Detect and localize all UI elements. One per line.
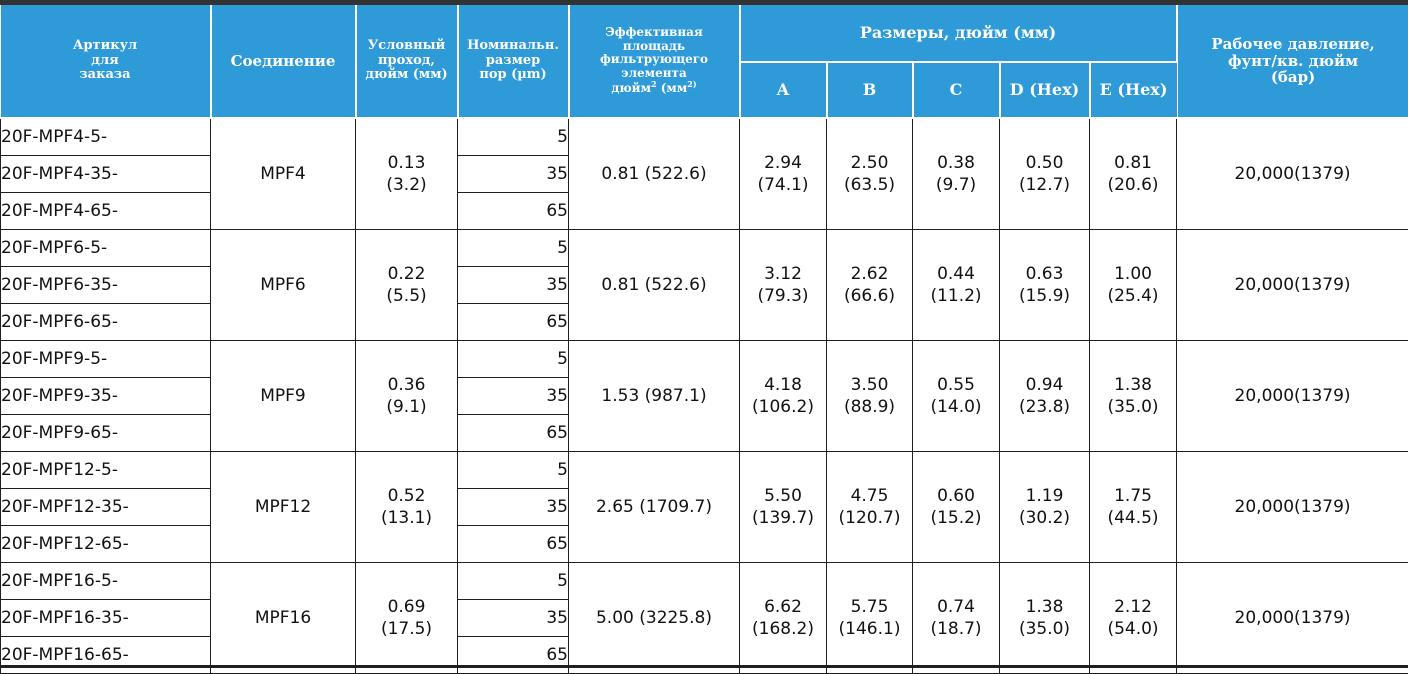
cell-dim-e — [1090, 452, 1177, 563]
header-dim-b: B — [827, 62, 913, 118]
table-row — [1, 341, 1408, 378]
cell-dim-a — [740, 230, 827, 341]
cell-dim-d-line1: 0.50 — [1000, 152, 1089, 174]
header-area-unit-main: дюйм — [611, 81, 651, 95]
cell-dim-d-line2: (23.8) — [1000, 396, 1089, 418]
cell-sku: 20F-MPF16-65- — [1, 637, 211, 674]
cell-pore: 65 — [458, 304, 569, 341]
cell-dim-a-line2: (106.2) — [740, 396, 826, 418]
cell-dim-d-line2: (15.9) — [1000, 285, 1089, 307]
table-body — [1, 118, 1408, 674]
cell-sku: 20F-MPF6-65- — [1, 304, 211, 341]
header-sku — [1, 5, 211, 118]
cell-pore: 35 — [458, 156, 569, 193]
cell-bore-line2: (17.5) — [356, 618, 457, 640]
cell-dim-b-line2: (63.5) — [827, 174, 912, 196]
cell-area: 5.00 (3225.8) — [569, 563, 740, 674]
cell-pore: 35 — [458, 267, 569, 304]
cell-dim-b — [827, 118, 913, 230]
table-header — [1, 5, 1408, 118]
cell-pore: 65 — [458, 415, 569, 452]
cell-bore-line2: (5.5) — [356, 285, 457, 307]
cell-pore: 5 — [458, 452, 569, 489]
cell-dim-a-line2: (168.2) — [740, 618, 826, 640]
header-sku-line2: для — [1, 54, 210, 69]
cell-bore — [356, 341, 458, 452]
cell-dim-e-line2: (35.0) — [1090, 396, 1176, 418]
cell-dim-d-line1: 1.19 — [1000, 485, 1089, 507]
cell-dim-a — [740, 118, 827, 230]
spec-table — [0, 5, 1408, 674]
cell-pressure: 20,000(1379) — [1177, 118, 1408, 230]
cell-sku: 20F-MPF6-5- — [1, 230, 211, 267]
cell-bore-line1: 0.22 — [356, 263, 457, 285]
cell-dim-b-line1: 2.50 — [827, 152, 912, 174]
cell-dim-d-line1: 0.94 — [1000, 374, 1089, 396]
cell-sku: 20F-MPF4-35- — [1, 156, 211, 193]
cell-bore — [356, 230, 458, 341]
cell-dim-d — [1000, 452, 1090, 563]
header-bore-line3: дюйм (мм) — [357, 68, 457, 83]
header-area-unit-mid: (мм — [657, 81, 688, 95]
cell-dim-c-line1: 0.44 — [913, 263, 999, 285]
cell-pore: 65 — [458, 637, 569, 674]
cell-sku: 20F-MPF16-35- — [1, 600, 211, 637]
cell-dim-c — [913, 452, 1000, 563]
cell-connection: MPF6 — [211, 230, 356, 341]
cell-area: 1.53 (987.1) — [569, 341, 740, 452]
cell-sku: 20F-MPF9-35- — [1, 378, 211, 415]
cell-dim-a-line2: (139.7) — [740, 507, 826, 529]
cell-dim-a — [740, 341, 827, 452]
cell-sku: 20F-MPF12-35- — [1, 489, 211, 526]
cell-dim-e-line1: 1.38 — [1090, 374, 1176, 396]
header-connection-text: Соединение — [231, 52, 336, 70]
cell-pore: 35 — [458, 600, 569, 637]
cell-dim-a — [740, 452, 827, 563]
cell-pore: 35 — [458, 489, 569, 526]
cell-sku: 20F-MPF6-35- — [1, 267, 211, 304]
header-sku-line1: Артикул — [1, 39, 210, 54]
cell-dim-c-line2: (15.2) — [913, 507, 999, 529]
cell-dim-e-line2: (54.0) — [1090, 618, 1176, 640]
header-dim-c: C — [913, 62, 1000, 118]
header-bore-line1: Условный — [357, 39, 457, 54]
cell-bore-line1: 0.13 — [356, 152, 457, 174]
table-row — [1, 563, 1408, 600]
header-dimensions-text: Размеры, дюйм (мм) — [860, 23, 1056, 42]
cell-connection: MPF9 — [211, 341, 356, 452]
cell-dim-d — [1000, 563, 1090, 674]
cell-dim-e-line2: (25.4) — [1090, 285, 1176, 307]
cell-dim-c-line2: (18.7) — [913, 618, 999, 640]
header-pore-line1: Номинальн. — [459, 39, 568, 54]
table-row — [1, 230, 1408, 267]
cell-bore-line2: (3.2) — [356, 174, 457, 196]
header-pressure-line3: (бар) — [1178, 69, 1408, 86]
cell-area: 0.81 (522.6) — [569, 118, 740, 230]
cell-dim-e — [1090, 563, 1177, 674]
cell-dim-d-line2: (30.2) — [1000, 507, 1089, 529]
cell-dim-b-line1: 2.62 — [827, 263, 912, 285]
header-dim-a: A — [740, 62, 827, 118]
cell-connection: MPF16 — [211, 563, 356, 674]
cell-dim-b-line2: (66.6) — [827, 285, 912, 307]
cell-dim-d-line1: 1.38 — [1000, 596, 1089, 618]
header-area-unit-sup: 2 — [651, 79, 657, 89]
cell-pore: 5 — [458, 341, 569, 378]
cell-dim-b-line2: (120.7) — [827, 507, 912, 529]
cell-dim-a-line1: 3.12 — [740, 263, 826, 285]
cell-dim-e-line2: (44.5) — [1090, 507, 1176, 529]
cell-dim-e-line1: 0.81 — [1090, 152, 1176, 174]
cell-dim-c-line2: (9.7) — [913, 174, 999, 196]
header-sku-line3: заказа — [1, 68, 210, 83]
cell-dim-b-line2: (88.9) — [827, 396, 912, 418]
cell-dim-e-line2: (20.6) — [1090, 174, 1176, 196]
header-dim-e: E (Hex) — [1090, 62, 1177, 118]
cell-sku: 20F-MPF12-65- — [1, 526, 211, 563]
header-pore-line3: пор (µm) — [459, 68, 568, 83]
cell-sku: 20F-MPF4-5- — [1, 118, 211, 156]
cell-pressure: 20,000(1379) — [1177, 452, 1408, 563]
cell-dim-a-line1: 5.50 — [740, 485, 826, 507]
header-area — [569, 5, 740, 118]
header-bore — [356, 5, 458, 118]
cell-bore-line2: (13.1) — [356, 507, 457, 529]
header-pressure — [1177, 5, 1408, 118]
cell-sku: 20F-MPF9-5- — [1, 341, 211, 378]
header-area-line1: Эффективная — [570, 26, 739, 39]
cell-dim-b — [827, 452, 913, 563]
cell-dim-a-line1: 4.18 — [740, 374, 826, 396]
cell-dim-a-line1: 6.62 — [740, 596, 826, 618]
cell-dim-e — [1090, 230, 1177, 341]
cell-dim-b-line1: 3.50 — [827, 374, 912, 396]
cell-dim-c-line2: (14.0) — [913, 396, 999, 418]
cell-pore: 5 — [458, 118, 569, 156]
cell-bore-line1: 0.69 — [356, 596, 457, 618]
cell-pressure: 20,000(1379) — [1177, 230, 1408, 341]
header-pore — [458, 5, 569, 118]
cell-dim-e — [1090, 341, 1177, 452]
cell-dim-d — [1000, 118, 1090, 230]
header-pore-line2: размер — [459, 54, 568, 69]
cell-sku: 20F-MPF4-65- — [1, 193, 211, 230]
cell-bore-line2: (9.1) — [356, 396, 457, 418]
cell-dim-b-line1: 5.75 — [827, 596, 912, 618]
cell-dim-a — [740, 563, 827, 674]
cell-dim-a-line1: 2.94 — [740, 152, 826, 174]
cell-dim-c — [913, 563, 1000, 674]
cell-bore-line1: 0.36 — [356, 374, 457, 396]
header-area-unit — [570, 80, 739, 95]
cell-dim-c-line1: 0.74 — [913, 596, 999, 618]
cell-pore: 35 — [458, 378, 569, 415]
cell-dim-e — [1090, 118, 1177, 230]
cell-dim-d — [1000, 341, 1090, 452]
header-area-unit-sup2: 2) — [687, 79, 696, 89]
cell-dim-e-line1: 1.00 — [1090, 263, 1176, 285]
header-area-line4: элемента — [570, 67, 739, 80]
cell-pore: 5 — [458, 563, 569, 600]
header-bore-line2: проход, — [357, 54, 457, 69]
header-dimensions — [740, 5, 1177, 62]
cell-dim-c — [913, 341, 1000, 452]
cell-dim-c-line1: 0.55 — [913, 374, 999, 396]
cell-sku: 20F-MPF12-5- — [1, 452, 211, 489]
cell-dim-b-line2: (146.1) — [827, 618, 912, 640]
header-dim-d: D (Hex) — [1000, 62, 1090, 118]
cell-dim-e-line1: 2.12 — [1090, 596, 1176, 618]
cell-pore: 65 — [458, 526, 569, 563]
cell-bore — [356, 563, 458, 674]
cell-dim-e-line1: 1.75 — [1090, 485, 1176, 507]
cell-connection: MPF12 — [211, 452, 356, 563]
cell-dim-d — [1000, 230, 1090, 341]
cell-pressure: 20,000(1379) — [1177, 563, 1408, 674]
cell-dim-a-line2: (74.1) — [740, 174, 826, 196]
cell-dim-d-line1: 0.63 — [1000, 263, 1089, 285]
table-row — [1, 118, 1408, 156]
cell-bore-line1: 0.52 — [356, 485, 457, 507]
cell-pore: 5 — [458, 230, 569, 267]
table-row — [1, 452, 1408, 489]
header-area-line2: площадь — [570, 40, 739, 53]
cell-dim-d-line2: (35.0) — [1000, 618, 1089, 640]
cell-dim-b — [827, 230, 913, 341]
header-connection — [211, 5, 356, 118]
cell-dim-c — [913, 230, 1000, 341]
cell-dim-c-line1: 0.60 — [913, 485, 999, 507]
cell-connection: MPF4 — [211, 118, 356, 230]
cell-dim-c-line1: 0.38 — [913, 152, 999, 174]
cell-area: 0.81 (522.6) — [569, 230, 740, 341]
cell-dim-c-line2: (11.2) — [913, 285, 999, 307]
cell-sku: 20F-MPF9-65- — [1, 415, 211, 452]
cell-dim-a-line2: (79.3) — [740, 285, 826, 307]
cell-bore — [356, 118, 458, 230]
header-pressure-line2: фунт/кв. дюйм — [1178, 53, 1408, 70]
cell-dim-b — [827, 563, 913, 674]
header-pressure-line1: Рабочее давление, — [1178, 36, 1408, 53]
cell-area: 2.65 (1709.7) — [569, 452, 740, 563]
cell-pressure: 20,000(1379) — [1177, 341, 1408, 452]
cell-sku: 20F-MPF16-5- — [1, 563, 211, 600]
cell-bore — [356, 452, 458, 563]
cell-pore: 65 — [458, 193, 569, 230]
cell-dim-b-line1: 4.75 — [827, 485, 912, 507]
cell-dim-b — [827, 341, 913, 452]
cell-dim-d-line2: (12.7) — [1000, 174, 1089, 196]
header-area-line3: фильтрующего — [570, 53, 739, 66]
cell-dim-c — [913, 118, 1000, 230]
